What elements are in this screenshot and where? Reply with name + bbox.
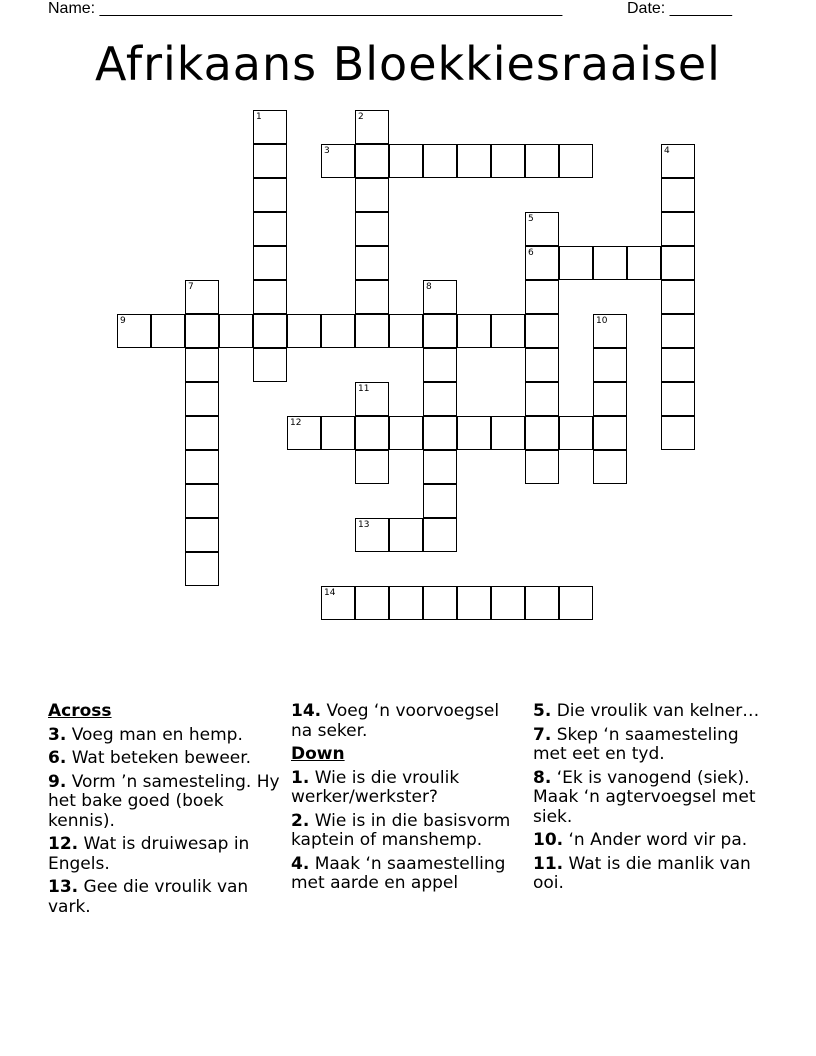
grid-cell[interactable] <box>423 518 457 552</box>
grid-cell[interactable] <box>185 552 219 586</box>
clue-number: 12 <box>290 418 302 428</box>
grid-cell[interactable] <box>423 348 457 382</box>
grid-cell[interactable] <box>423 280 457 314</box>
grid-cell[interactable] <box>525 144 559 178</box>
grid-cell[interactable] <box>321 586 355 620</box>
grid-cell[interactable] <box>355 212 389 246</box>
grid-cell[interactable] <box>593 382 627 416</box>
clue-column-1 <box>48 702 280 921</box>
clue-number: 14 <box>324 588 336 598</box>
grid-cell[interactable] <box>287 416 321 450</box>
grid-cell[interactable] <box>253 246 287 280</box>
grid-cell[interactable] <box>525 382 559 416</box>
grid-cell[interactable] <box>525 280 559 314</box>
clue-number: 7 <box>188 282 194 292</box>
grid-cell[interactable] <box>661 246 695 280</box>
grid-cell[interactable] <box>559 586 593 620</box>
grid-cell[interactable] <box>457 314 491 348</box>
grid-cell[interactable] <box>389 416 423 450</box>
clue-down-11: 11. Wat is die manlik van ooi. <box>533 853 751 893</box>
clue-number: 8 <box>426 282 432 292</box>
clue-number: 11 <box>358 384 370 394</box>
clue-down-1: 1. Wie is die vroulik werker/werkster? <box>291 767 460 807</box>
grid-cell[interactable] <box>423 144 457 178</box>
grid-cell[interactable] <box>661 144 695 178</box>
grid-cell[interactable] <box>355 586 389 620</box>
grid-cell[interactable] <box>355 518 389 552</box>
grid-cell[interactable] <box>525 314 559 348</box>
grid-cell[interactable] <box>185 450 219 484</box>
clue-column-2 <box>291 702 523 898</box>
clue-down-8: 8. ‘Ek is vanogend (siek). Maak ‘n agtervoegsel met siek. <box>533 767 756 827</box>
grid-cell[interactable] <box>423 484 457 518</box>
grid-cell[interactable] <box>423 450 457 484</box>
grid-cell[interactable] <box>253 314 287 348</box>
clue-number: 4 <box>664 146 670 156</box>
grid-cell[interactable] <box>355 382 389 416</box>
grid-cell[interactable] <box>525 348 559 382</box>
grid-cell[interactable] <box>525 246 559 280</box>
grid-cell[interactable] <box>185 348 219 382</box>
grid-cell[interactable] <box>151 314 185 348</box>
grid-cell[interactable] <box>491 586 525 620</box>
clue-column-3 <box>533 702 765 898</box>
grid-cell[interactable] <box>355 280 389 314</box>
grid-cell[interactable] <box>423 416 457 450</box>
clue-across-12: 12. Wat is druiwesap in Engels. <box>48 834 250 874</box>
grid-cell[interactable] <box>593 246 627 280</box>
grid-cell[interactable] <box>559 416 593 450</box>
grid-cell[interactable] <box>661 212 695 246</box>
grid-cell[interactable] <box>457 586 491 620</box>
grid-cell[interactable] <box>457 416 491 450</box>
clue-number: 1 <box>256 112 262 122</box>
grid-cell[interactable] <box>355 416 389 450</box>
clue-number: 3 <box>324 146 330 156</box>
grid-cell[interactable] <box>185 518 219 552</box>
grid-cell[interactable] <box>525 416 559 450</box>
grid-cell[interactable] <box>321 416 355 450</box>
grid-cell[interactable] <box>185 280 219 314</box>
clue-down-5: 5. Die vroulik van kelner… <box>533 701 760 721</box>
grid-cell[interactable] <box>525 212 559 246</box>
clue-number: 6 <box>528 248 534 258</box>
grid-cell[interactable] <box>321 314 355 348</box>
grid-cell[interactable] <box>321 144 355 178</box>
grid-cell[interactable] <box>559 246 593 280</box>
grid-cell[interactable] <box>389 586 423 620</box>
grid-cell[interactable] <box>253 144 287 178</box>
grid-cell[interactable] <box>185 484 219 518</box>
clue-down-4: 4. Maak ‘n saamestelling met aarde en appel <box>291 853 506 893</box>
clue-across-14: 14. Voeg ‘n voorvoegsel na seker. <box>291 701 500 741</box>
grid-cell[interactable] <box>593 314 627 348</box>
grid-cell[interactable] <box>185 314 219 348</box>
grid-cell[interactable] <box>525 586 559 620</box>
clue-number: 2 <box>358 112 364 122</box>
clue-across-13: 13. Gee die vroulik van vark. <box>48 877 249 917</box>
grid-cell[interactable] <box>491 144 525 178</box>
clue-across-6: 6. Wat beteken beweer. <box>48 748 252 768</box>
grid-cell[interactable] <box>355 314 389 348</box>
grid-cell[interactable] <box>253 348 287 382</box>
grid-cell[interactable] <box>661 416 695 450</box>
grid-cell[interactable] <box>593 450 627 484</box>
clue-number: 13 <box>358 520 370 530</box>
clue-across-9: 9. Vorm ’n samesteling. Hy het bake goed (boek kennis). <box>48 771 280 831</box>
grid-cell[interactable] <box>185 382 219 416</box>
clue-down-2: 2. Wie is in die basisvorm kaptein of manshemp. <box>291 810 511 850</box>
grid-cell[interactable] <box>185 416 219 450</box>
grid-cell[interactable] <box>423 382 457 416</box>
grid-cell[interactable] <box>355 110 389 144</box>
grid-cell[interactable] <box>661 178 695 212</box>
name-field-label: Name: ____________________________________________________ <box>48 0 563 17</box>
grid-cell[interactable] <box>661 382 695 416</box>
grid-cell[interactable] <box>491 416 525 450</box>
grid-cell[interactable] <box>355 450 389 484</box>
grid-cell[interactable] <box>389 518 423 552</box>
grid-cell[interactable] <box>593 348 627 382</box>
grid-cell[interactable] <box>627 246 661 280</box>
down-heading: Down <box>291 744 345 764</box>
page-title: Afrikaans Bloekkiesraaisel <box>95 37 721 91</box>
grid-cell[interactable] <box>661 348 695 382</box>
grid-cell[interactable] <box>253 110 287 144</box>
grid-cell[interactable] <box>355 178 389 212</box>
grid-cell[interactable] <box>253 280 287 314</box>
grid-cell[interactable] <box>253 212 287 246</box>
grid-cell[interactable] <box>355 246 389 280</box>
clue-down-7: 7. Skep ‘n saamesteling met eet en tyd. <box>533 724 739 764</box>
clue-number: 9 <box>120 316 126 326</box>
grid-cell[interactable] <box>253 178 287 212</box>
grid-cell[interactable] <box>423 586 457 620</box>
grid-cell[interactable] <box>661 314 695 348</box>
grid-cell[interactable] <box>559 144 593 178</box>
clue-down-10: 10. ‘n Ander word vir pa. <box>533 830 748 850</box>
across-heading: Across <box>48 701 112 721</box>
grid-cell[interactable] <box>287 314 321 348</box>
clue-across-3: 3. Voeg man en hemp. <box>48 724 243 745</box>
grid-cell[interactable] <box>593 416 627 450</box>
grid-cell[interactable] <box>219 314 253 348</box>
grid-cell[interactable] <box>525 450 559 484</box>
date-field-label: Date: _______ <box>627 0 732 17</box>
grid-cell[interactable] <box>661 280 695 314</box>
grid-cell[interactable] <box>457 144 491 178</box>
grid-cell[interactable] <box>423 314 457 348</box>
grid-cell[interactable] <box>389 314 423 348</box>
grid-cell[interactable] <box>389 144 423 178</box>
clue-number: 10 <box>596 316 608 326</box>
grid-cell[interactable] <box>491 314 525 348</box>
clue-number: 5 <box>528 214 534 224</box>
grid-cell[interactable] <box>355 144 389 178</box>
grid-cell[interactable] <box>117 314 151 348</box>
